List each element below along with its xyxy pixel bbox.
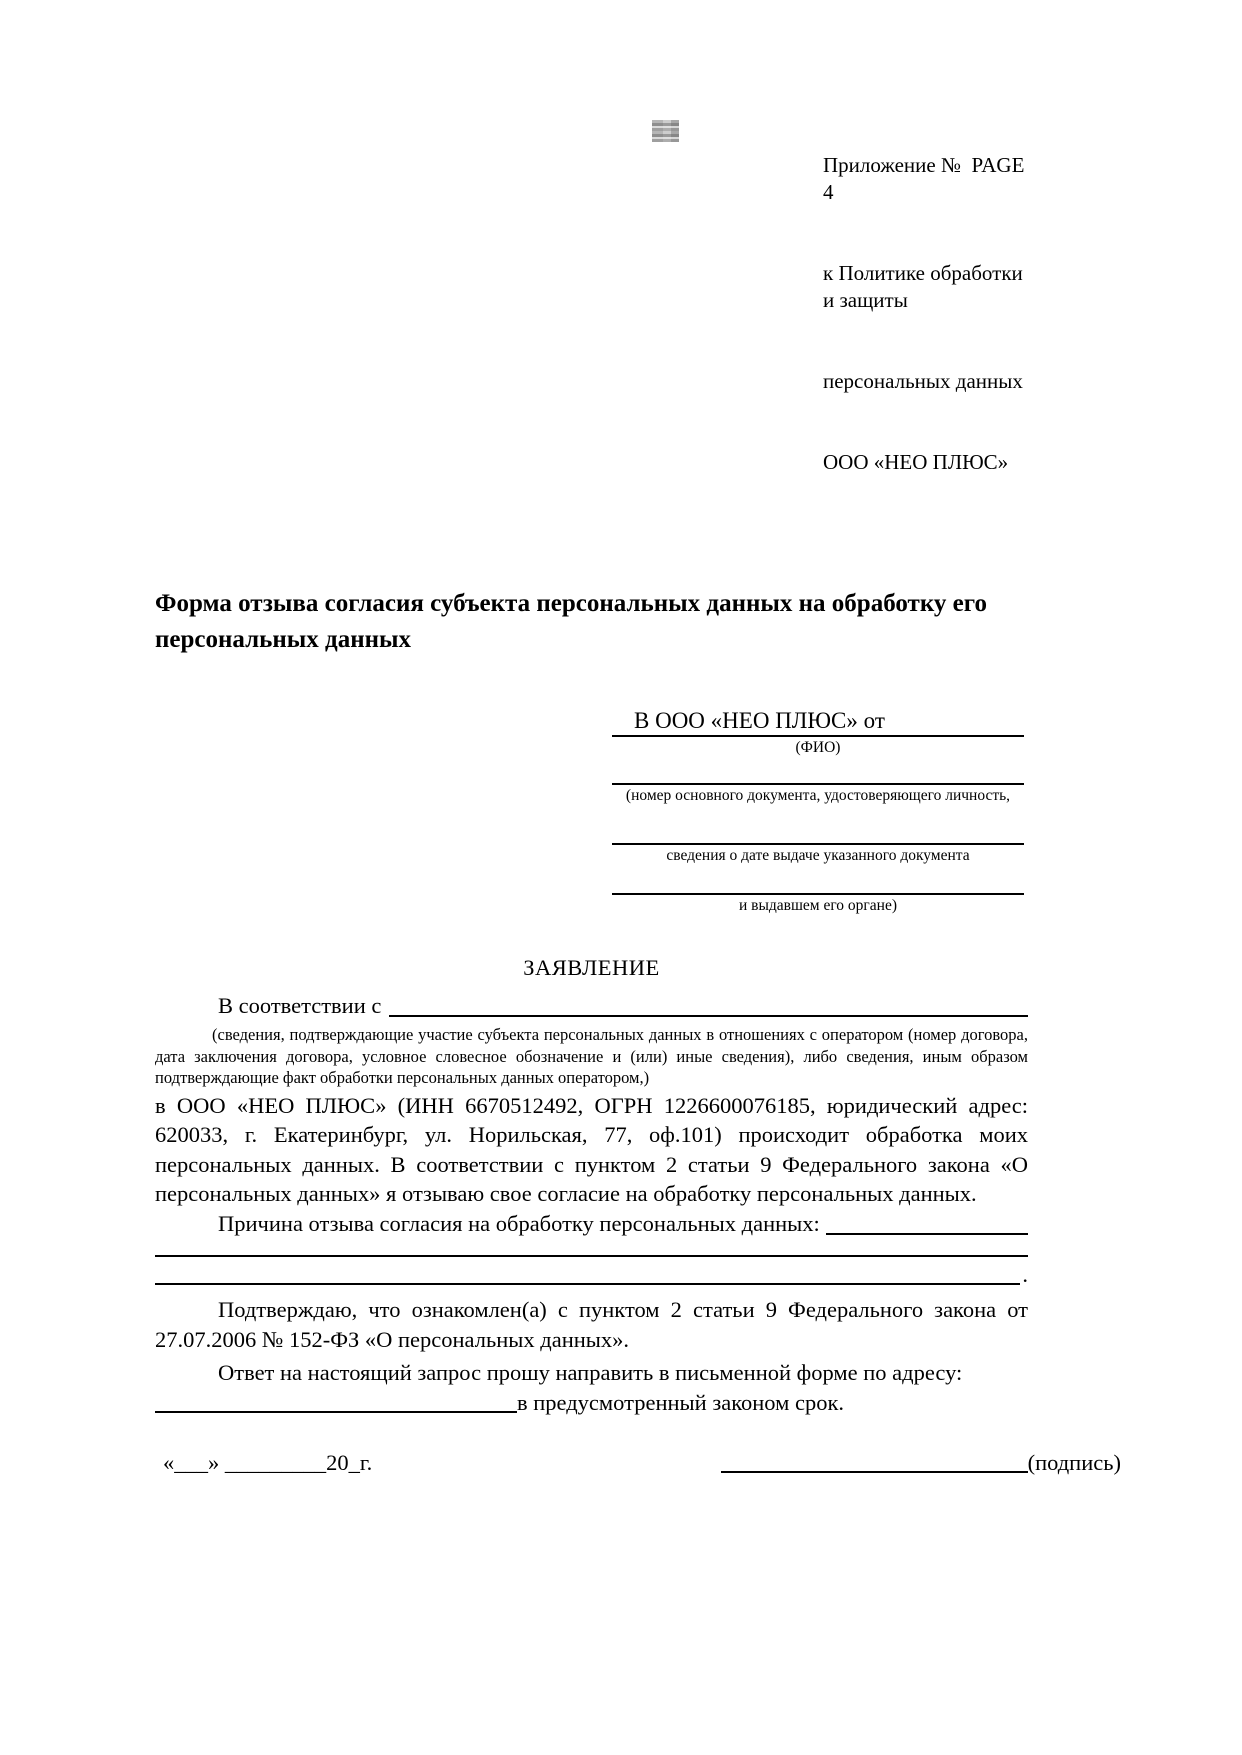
reply-suffix: в предусмотренный законом срок. [517, 1389, 844, 1415]
address-blank-line [155, 1411, 517, 1413]
addressee-fields [612, 735, 1024, 916]
document-number-caption: (номер основного документа, удостоверяющего личность, [625, 787, 1011, 804]
appendix-line: к Политике обработки и защиты [823, 261, 1029, 312]
intro-line [155, 992, 1028, 1020]
issuing-authority-caption: и выдавшем его органе) [738, 897, 898, 914]
reason-prefix: Причина отзыва согласия на обработку персональных данных: [218, 1210, 820, 1236]
document-title: Форма отзыва согласия субъекта персональных данных на обработку его персональных данных [155, 590, 987, 653]
addressee-line: В ООО «НЕО ПЛЮС» от [634, 708, 885, 733]
reason-blank-suffix: . [1022, 1262, 1028, 1287]
date-blank: «___» _________20_г. [163, 1450, 373, 1475]
fio-caption: (ФИО) [795, 739, 841, 756]
reason-blank-line-3 [155, 1262, 1028, 1287]
reply-address-line [155, 1388, 1028, 1418]
signature-row [155, 1449, 1121, 1477]
appendix-line: ООО «НЕО ПЛЮС» [823, 450, 1009, 474]
appendix-line: Приложение № PAGE 4 [823, 153, 1030, 204]
reply-request-line: Ответ на настоящий запрос прошу направить в письменной форме по адресу: [218, 1360, 963, 1385]
signature-caption: (подпись) [1027, 1450, 1121, 1475]
statement-heading: ЗАЯВЛЕНИЕ [523, 955, 660, 980]
reason-blank-line-3-rule [155, 1283, 1020, 1285]
reason-line [155, 1209, 1028, 1239]
fine-print-note: (сведения, подтверждающие участие субъекта персональных данных в отношениях с оператором (номер договора, дата заключения договора, условное словесное обозначение и (или) иные сведения), либо сведения, иным образом подтверждающие факт обработки персональных данных оператором,) [155, 1025, 1028, 1087]
embedded-object-icon [652, 120, 679, 142]
intro-blank-line [389, 1015, 1028, 1017]
statement-body: в ООО «НЕО ПЛЮС» (ИНН 6670512492, ОГРН 1226600076185, юридический адрес: 620033, г. Екатеринбург, ул. Норильская, 77, оф.101) происходит обработка моих персональных данных. В соответствии с пунктом 2 статьи 9 Федерального закона «О персональных данных» я отзываю свое согласие на обработку персональных данных. [155, 1092, 1028, 1206]
intro-prefix: В соответствии с [218, 993, 382, 1018]
field-fio [612, 735, 1024, 758]
field-issue-date [612, 843, 1024, 866]
signature-group [721, 1449, 1121, 1477]
reason-blank-line-2 [155, 1255, 1028, 1257]
appendix-header [823, 98, 1028, 530]
appendix-line: персональных данных [823, 369, 1023, 393]
field-document-number [612, 783, 1024, 806]
field-issuing-authority [612, 893, 1024, 916]
confirmation-paragraph: Подтверждаю, что ознакомлен(а) с пунктом 2 статьи 9 Федерального закона от 27.07.2006 № 152-ФЗ «О персональных данных». [155, 1297, 1028, 1352]
reason-blank-line [826, 1233, 1028, 1235]
issue-date-caption: сведения о дате выдаче указанного документа [666, 847, 970, 864]
signature-blank-line [721, 1471, 1028, 1473]
